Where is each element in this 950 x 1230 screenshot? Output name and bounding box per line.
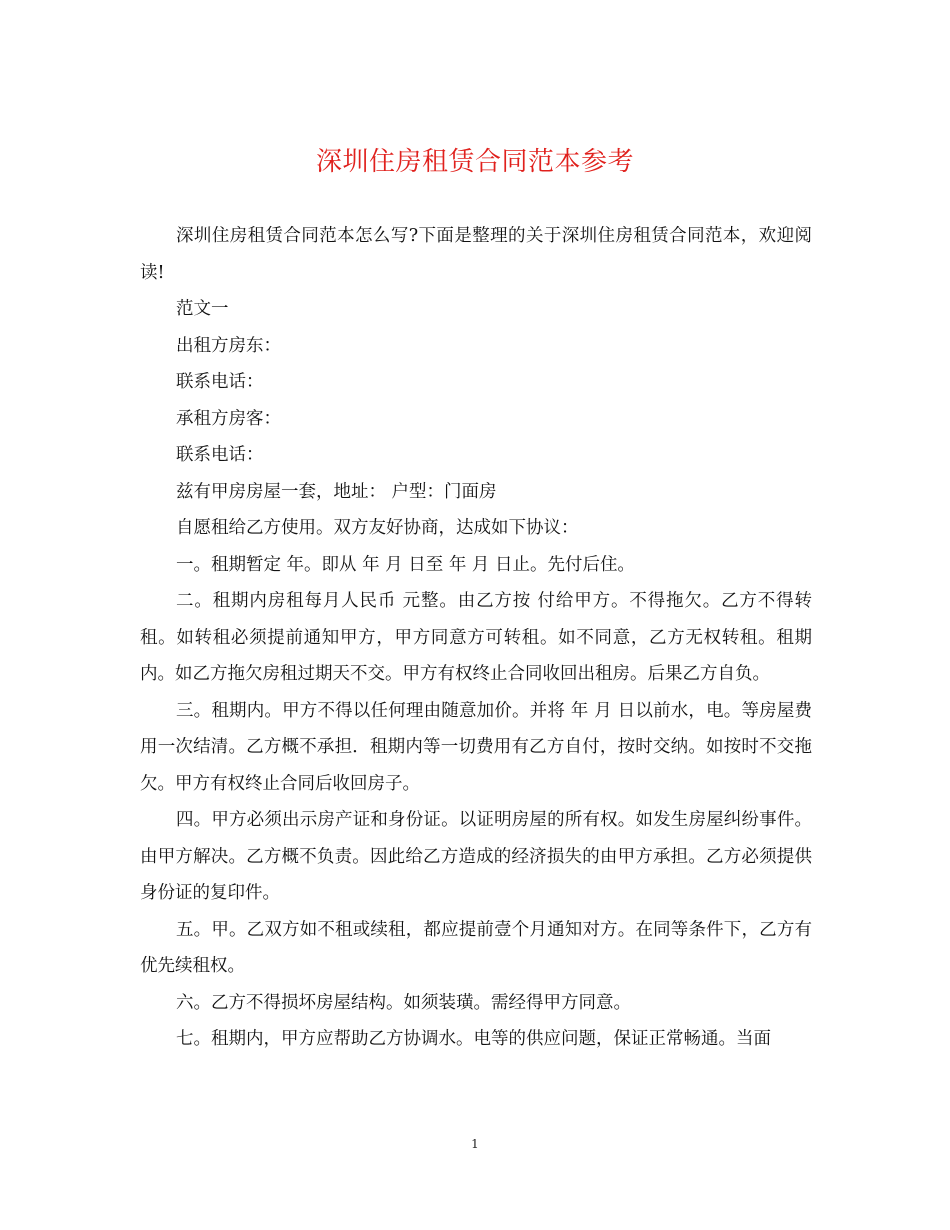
clause-6: 六。乙方不得损坏房屋结构。如须装璜。需经得甲方同意。 bbox=[176, 992, 631, 1013]
lessee-line: 承租方房客： bbox=[176, 408, 281, 429]
intro-paragraph: 深圳住房租赁合同范本怎么写?下面是整理的关于深圳住房租赁合同范本，欢迎阅读! bbox=[140, 226, 812, 283]
lessee-phone-line: 联系电话： bbox=[176, 445, 264, 465]
clause-4: 四。甲方必须出示房产证和身份证。以证明房屋的所有权。如发生房屋纠纷事件。由甲方解决。乙方概不负责。因此给乙方造成的经济损失的由甲方承担。乙方必须提供身份证的复印件。 bbox=[140, 810, 812, 903]
clause-3: 三。租期内。甲方不得以任何理由随意加价。并将 年 月 日以前水，电。等房屋费用一次结清。乙方概不承担．租期内等一切费用有乙方自付，按时交纳。如按时不交拖欠。甲方有权终止合同后收回房子。 bbox=[140, 700, 812, 794]
document-body bbox=[140, 218, 812, 1058]
clause-7: 七。租期内，甲方应帮助乙方协调水。电等的供应问题，保证正常畅通。当面 bbox=[176, 1029, 771, 1049]
clause-5: 五。甲。乙双方如不租或续租，都应提前壹个月通知对方。在同等条件下，乙方有优先续租权。 bbox=[140, 919, 812, 976]
sample-heading: 范文一 bbox=[176, 299, 229, 319]
document-title: 深圳住房租赁合同范本参考 bbox=[315, 147, 634, 177]
property-line: 兹有甲房房屋一套，地址： 户型：门面房 bbox=[176, 481, 497, 502]
lessor-phone-line: 联系电话： bbox=[176, 372, 264, 392]
clause-1: 一。租期暂定 年。即从 年 月 日至 年 月 日止。先付后住。 bbox=[176, 554, 635, 575]
page-number: 1 bbox=[471, 1137, 479, 1151]
lessor-line: 出租方房东： bbox=[176, 335, 281, 356]
agreement-line: 自愿租给乙方使用。双方友好协商，达成如下协议： bbox=[176, 518, 579, 538]
clause-2: 二。租期内房租每月人民币 元整。由乙方按 付给甲方。不得拖欠。乙方不得转租。如转租必须提前通知甲方，甲方同意方可转租。如不同意，乙方无权转租。租期内。如乙方拖欠房租过期天不交。甲方有权终止合同收回出租房。后果乙方自负。 bbox=[140, 591, 812, 684]
